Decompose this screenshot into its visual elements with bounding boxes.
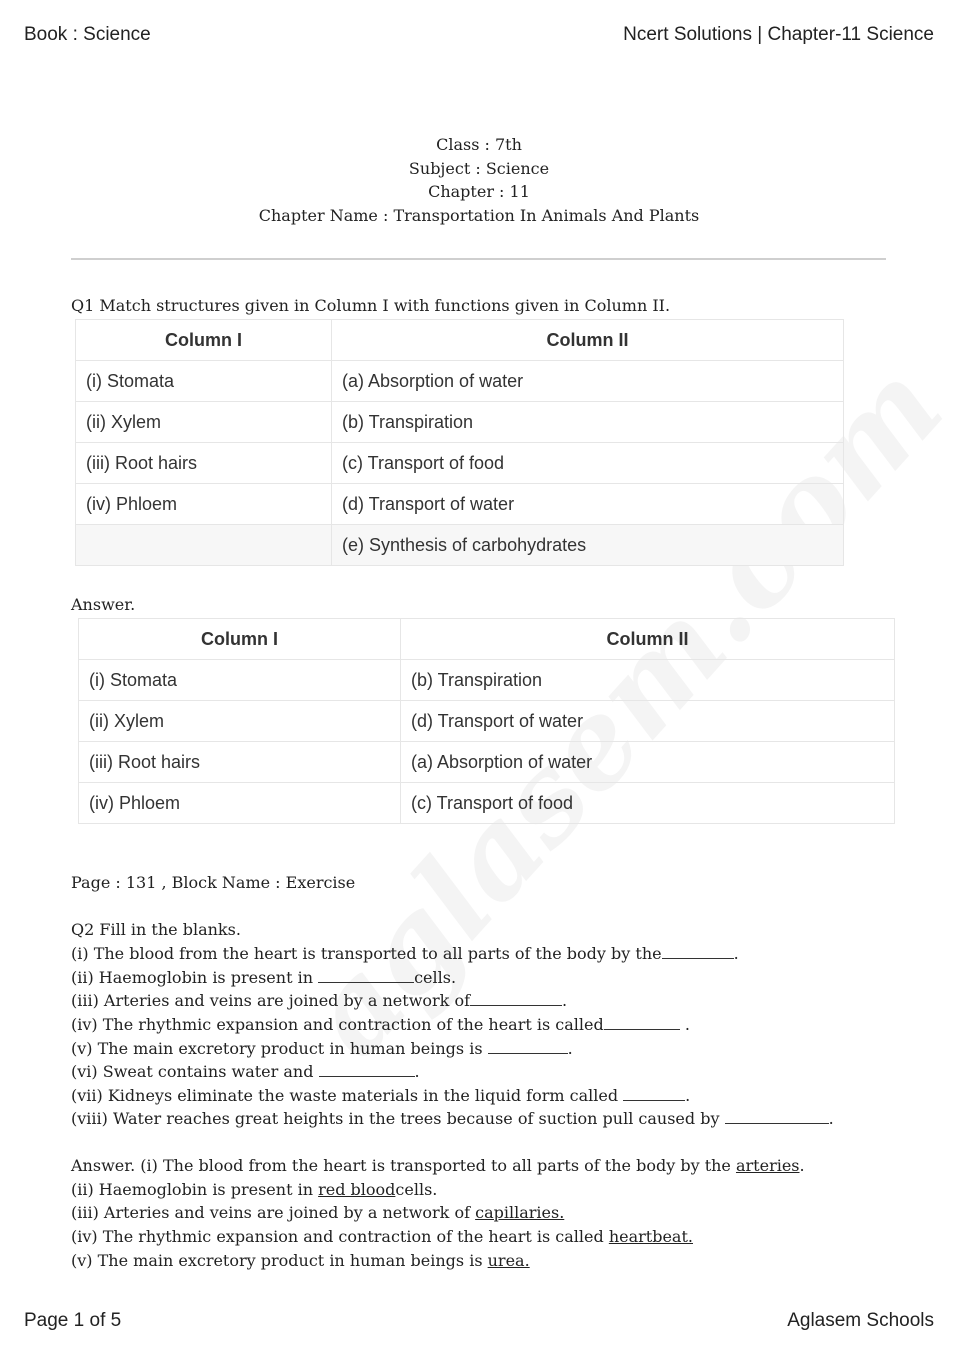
divider [71, 258, 886, 260]
table-cell: (iii) Root hairs [76, 443, 332, 484]
table-cell: (iii) Root hairs [79, 742, 401, 783]
answer-text: (v) The main excretory product in human beings is [71, 1251, 488, 1270]
table-row [79, 701, 895, 742]
q2-answer [71, 1251, 530, 1270]
item-text: . [562, 991, 568, 1010]
table-row [76, 443, 844, 484]
blank-line [604, 1015, 680, 1030]
q2-item [71, 1062, 420, 1081]
table-row [76, 525, 844, 566]
meta-subject: Subject : Science [408, 158, 550, 178]
column-header: Column II [401, 619, 895, 660]
item-text: . [828, 1109, 834, 1128]
table-cell: (iv) Phloem [76, 484, 332, 525]
item-text: (vii) Kidneys eliminate the waste materials in the liquid form called [71, 1086, 624, 1105]
table-cell: (c) Transport of food [401, 783, 895, 824]
meta-chapter: Chapter : 11 [428, 182, 530, 202]
item-text: . [567, 1039, 573, 1058]
table-cell: (ii) Xylem [76, 402, 332, 443]
answer-fill: urea. [487, 1251, 530, 1270]
column-header: Column II [332, 320, 844, 361]
answer-text: (iii) Arteries and veins are joined by a network of [71, 1203, 476, 1222]
blank-line [318, 968, 414, 983]
item-text: . [733, 944, 739, 963]
table-cell: (i) Stomata [76, 361, 332, 402]
q1-answer-table [78, 618, 895, 824]
meta-chapter-name: Chapter Name : Transportation In Animals And Plants [258, 205, 700, 225]
table-row [76, 402, 844, 443]
answer-fill: heartbeat. [608, 1227, 693, 1246]
footer-brand: Aglasem Schools [787, 1310, 934, 1331]
header-chapter-label: Ncert Solutions | Chapter-11 Science [623, 24, 934, 45]
footer-page-number: Page 1 of 5 [24, 1310, 122, 1331]
table-row [76, 484, 844, 525]
item-text: . [414, 1062, 420, 1081]
item-text: (v) The main excretory product in human beings is [71, 1039, 488, 1058]
item-text: cells. [414, 968, 457, 987]
table-cell: (d) Transport of water [332, 484, 844, 525]
item-text: (ii) Haemoglobin is present in [71, 968, 319, 987]
item-text: (viii) Water reaches great heights in the trees because of suction pull caused by [71, 1109, 725, 1128]
q2-item [71, 1086, 690, 1105]
answer-text: . [799, 1156, 805, 1175]
blank-line [623, 1086, 685, 1101]
item-text: (iii) Arteries and veins are joined by a network of [71, 991, 471, 1010]
q2-item [71, 1109, 834, 1128]
table-cell: (iv) Phloem [79, 783, 401, 824]
table-cell: (c) Transport of food [332, 443, 844, 484]
table-row [79, 660, 895, 701]
meta-class: Class : 7th [436, 135, 522, 154]
q2-answer [71, 1156, 805, 1175]
item-text: (iv) The rhythmic expansion and contraction of the heart is called [71, 1015, 604, 1034]
q2-question: Q2 Fill in the blanks. [71, 920, 241, 939]
answer-fill: red blood [318, 1180, 396, 1199]
table-row [76, 361, 844, 402]
column-header: Column I [76, 320, 332, 361]
q2-answer [71, 1180, 437, 1199]
table-cell: (a) Absorption of water [332, 361, 844, 402]
q2-answer [71, 1227, 693, 1246]
item-text: (i) The blood from the heart is transported to all parts of the body by the [71, 944, 662, 963]
blank-line [470, 991, 562, 1006]
answer-text: cells. [395, 1180, 438, 1199]
column-header: Column I [79, 619, 401, 660]
q2-item [71, 944, 739, 963]
table-cell: (a) Absorption of water [401, 742, 895, 783]
answer-label: Answer. [71, 595, 136, 614]
table-row [79, 783, 895, 824]
item-text: (vi) Sweat contains water and [71, 1062, 319, 1081]
document-meta [0, 133, 958, 227]
q1-match-table [75, 319, 844, 566]
q2-item [71, 1039, 573, 1058]
answer-fill: arteries [735, 1156, 800, 1175]
table-cell: (ii) Xylem [79, 701, 401, 742]
table-cell: (b) Transpiration [401, 660, 895, 701]
header-book-label: Book : Science [24, 24, 151, 45]
page-info: Page : 131 , Block Name : Exercise [71, 873, 356, 892]
q1-question: Q1 Match structures given in Column I with functions given in Column II. [71, 296, 671, 315]
table-cell: (d) Transport of water [401, 701, 895, 742]
table-cell: (i) Stomata [79, 660, 401, 701]
table-cell: (b) Transpiration [332, 402, 844, 443]
q2-answer [71, 1203, 564, 1222]
blank-line [319, 1062, 415, 1077]
blank-line [725, 1109, 829, 1124]
q2-item [71, 1015, 690, 1034]
q2-item [71, 968, 456, 987]
table-row [79, 742, 895, 783]
item-text: . [679, 1015, 690, 1034]
table-cell: (e) Synthesis of carbohydrates [332, 525, 844, 566]
answer-text: Answer. (i) The blood from the heart is transported to all parts of the body by the [71, 1156, 736, 1175]
answer-text: (ii) Haemoglobin is present in [71, 1180, 319, 1199]
answer-fill: capillaries. [475, 1203, 565, 1222]
table-cell [76, 525, 332, 566]
blank-line [488, 1039, 568, 1054]
item-text: . [685, 1086, 691, 1105]
answer-text: (iv) The rhythmic expansion and contraction of the heart is called [71, 1227, 609, 1246]
blank-line [662, 944, 734, 959]
q2-item [71, 991, 567, 1010]
